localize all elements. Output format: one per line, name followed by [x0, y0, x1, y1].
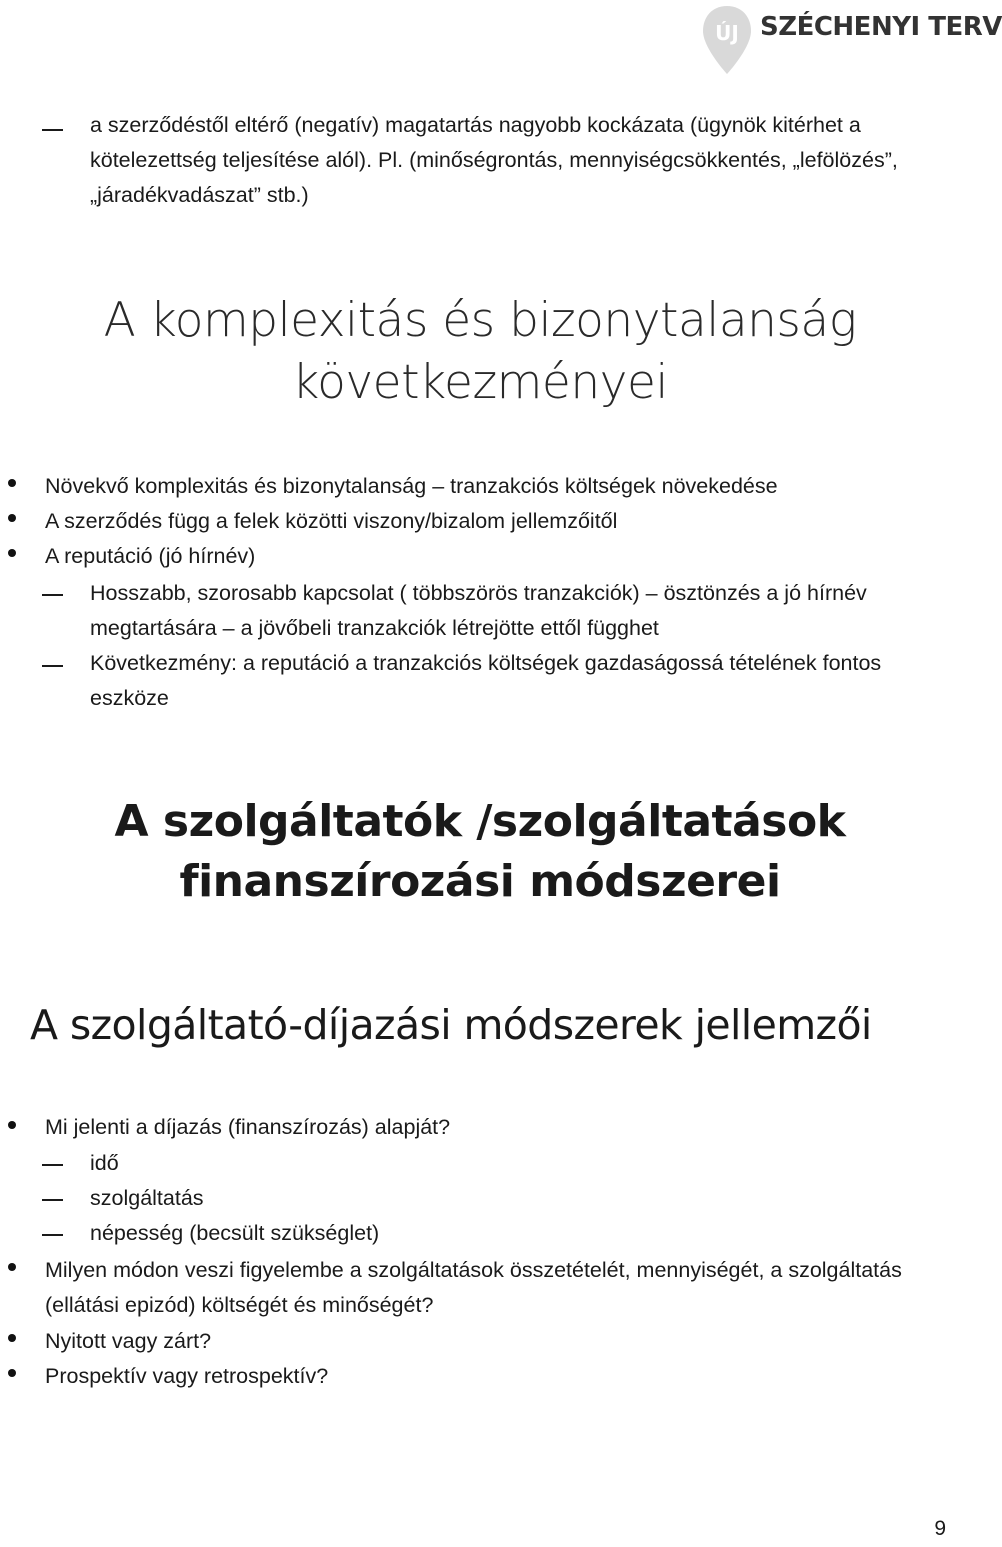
question-2: Milyen módon veszi figyelembe a szolgáltatások összetételét, mennyiségét, a szolgáltatás (ellátási epizód) költségét és minőségét? [45, 1258, 902, 1317]
bullet-marker [8, 1121, 16, 1129]
szechenyi-terv-logo [700, 0, 1002, 80]
section1-subitem-2: Következmény: a reputáció a tranzakciós költségek gazdaságossá tételének fontos eszköze [90, 651, 882, 710]
map-pin-icon [700, 4, 754, 78]
section2-heading: A szolgáltatók /szolgáltatások finanszírozási módszerei [114, 796, 846, 907]
dash-marker [42, 594, 63, 596]
logo-text: SZÉCHENYI TERV [760, 12, 1002, 42]
bullet-marker [8, 479, 16, 487]
dash-marker [42, 1199, 63, 1201]
dash-marker [42, 665, 63, 667]
question-4: Prospektív vagy retrospektív? [45, 1364, 329, 1388]
question-1: Mi jelenti a díjazás (finanszírozás) alapját? [45, 1115, 451, 1139]
question-1-subitem-2: szolgáltatás [90, 1186, 204, 1210]
section1-subitem-1: Hosszabb, szorosabb kapcsolat ( többszörös tranzakciók) – ösztönzés a jó hírnév megtartására – a jövőbeli tranzakciók létrejötte ettől függhet [90, 581, 867, 640]
section2-subheading: A szolgáltató-díjazási módszerek jellemzői [30, 1001, 872, 1049]
question-3: Nyitott vagy zárt? [45, 1329, 212, 1353]
bullet-marker [8, 549, 16, 557]
question-1-subitem-1: idő [90, 1151, 119, 1175]
bullet-marker [8, 1369, 16, 1377]
page-number: 9 [934, 1517, 946, 1540]
section1-heading: A komplexitás és bizonytalanság következményei [103, 293, 857, 410]
section1-bullet-1: Növekvő komplexitás és bizonytalanság – tranzakciós költségek növekedése [45, 474, 778, 498]
logo-pin-label: ÚJ [715, 21, 739, 45]
dash-marker [42, 129, 63, 131]
intro-subitem: a szerződéstől eltérő (negatív) magatartás nagyobb kockázata (ügynök kitérhet a kötelezettség teljesítése alól). Pl. (minőségrontás, mennyiségcsökkentés, „lefölözés”, „járadékvadászat” stb.) [90, 113, 898, 207]
bullet-marker [8, 514, 16, 522]
dash-marker [42, 1164, 63, 1166]
dash-marker [42, 1234, 63, 1236]
section1-bullet-3: A reputáció (jó hírnév) [45, 544, 256, 568]
section1-bullet-2: A szerződés függ a felek közötti viszony/bizalom jellemzőitől [45, 509, 618, 533]
bullet-marker [8, 1334, 16, 1342]
question-1-subitem-3: népesség (becsült szükséglet) [90, 1221, 380, 1245]
bullet-marker [8, 1263, 16, 1271]
